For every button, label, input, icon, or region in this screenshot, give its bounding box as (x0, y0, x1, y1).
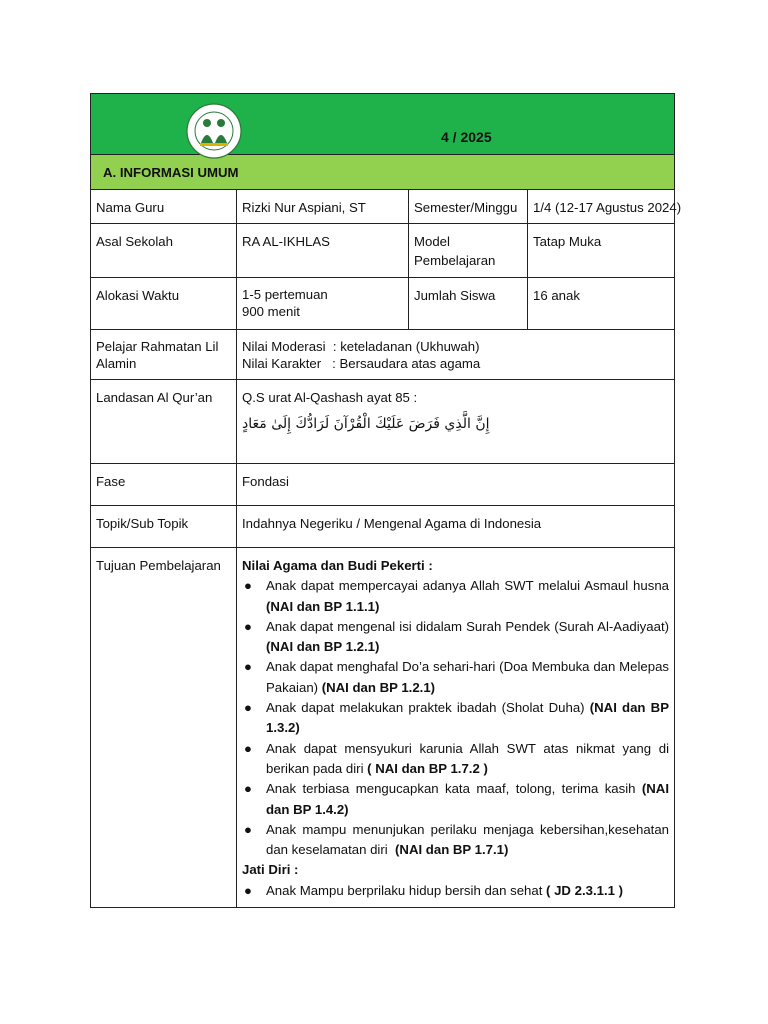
objective-item (242, 820, 673, 861)
objective-text: Anak Mampu berprilaku hidup bersih dan sehat (266, 882, 547, 898)
label-pelajar-line2: Alamin (96, 356, 137, 371)
label-tujuan: Tujuan Pembelajaran (91, 548, 237, 908)
label-landasan: Landasan Al Qur’an (91, 380, 237, 464)
bullet-icon: ● (244, 659, 252, 675)
value-topik: Indahnya Negeriku / Mengenal Agama di Indonesia (237, 506, 675, 548)
nilai-agama-list (242, 576, 673, 860)
objective-code: (NAI dan BP 1.4.2) (266, 781, 669, 817)
group-jati-diri-title: Jati Diri : (242, 862, 299, 878)
section-heading-label: A. INFORMASI UMUM (103, 164, 239, 180)
label-pelajar (91, 330, 237, 380)
value-nilai-moderasi: Nilai Moderasi : keteladanan (Ukhuwah) (242, 339, 480, 354)
value-semester: 1/4 (12-17 Agustus 2024) (528, 190, 675, 224)
lesson-plan-table (90, 93, 682, 908)
bullet-icon: ● (244, 700, 252, 716)
group-nilai-agama-title: Nilai Agama dan Budi Pekerti : (242, 558, 433, 573)
objective-text: Anak dapat menghafal Do’a sehari-hari (Doa Membuka dan Melepas Pakaian) (266, 659, 673, 695)
label-fase: Fase (91, 464, 237, 506)
objective-code: ( NAI dan BP 1.7.2 ) (367, 760, 488, 776)
value-jumlah-siswa: 16 anak (528, 278, 675, 330)
value-fase: Fondasi (237, 464, 675, 506)
value-tujuan (237, 548, 675, 908)
label-jumlah-siswa: Jumlah Siswa (409, 278, 528, 330)
quran-verse: إِنَّ الَّذِي فَرَضَ عَلَيْكَ الْقُرْآنَ لَرَادُّكَ إِلَىٰ مَعَادٍ (242, 416, 490, 432)
objective-text: Anak dapat mempercayai adanya Allah SWT melalui Asmaul husna (266, 578, 673, 594)
value-model: Tatap Muka (528, 224, 675, 278)
objective-item (242, 739, 673, 780)
objective-code: (NAI dan BP 1.1.1) (266, 598, 380, 614)
label-semester: Semester/Minggu (409, 190, 528, 224)
bullet-icon: ● (244, 882, 252, 898)
objective-item (242, 779, 669, 820)
label-model (409, 224, 528, 278)
value-alokasi-line2: 900 menit (242, 304, 300, 319)
school-logo-icon (186, 103, 242, 159)
value-nama-guru: Rizki Nur Aspiani, ST (237, 190, 409, 224)
bullet-icon: ● (244, 740, 252, 756)
value-asal-sekolah: RA AL-IKHLAS (237, 224, 409, 278)
section-heading (91, 155, 675, 190)
value-landasan-ref: Q.S urat Al-Qashash ayat 85 : (242, 390, 418, 405)
label-pelajar-line1: Pelajar Rahmatan Lil (96, 339, 219, 354)
objective-code: ( JD 2.3.1.1 ) (546, 882, 624, 898)
objective-code: (NAI dan BP 1.3.2) (266, 700, 670, 736)
bullet-icon: ● (244, 781, 252, 797)
label-asal-sekolah: Asal Sekolah (91, 224, 237, 278)
objective-item (242, 617, 673, 658)
objective-text: Anak dapat melakukan praktek ibadah (Sholat Duha) (266, 700, 590, 716)
bullet-icon: ● (244, 618, 252, 634)
objective-item (242, 698, 669, 739)
value-alokasi-line1: 1-5 pertemuan (242, 287, 328, 302)
header-bar (91, 94, 675, 155)
objective-item (242, 657, 673, 698)
objective-text: Anak terbiasa mengucapkan kata maaf, tolong, terima kasih (266, 781, 642, 797)
objective-code: (NAI dan BP 1.7.1) (395, 842, 509, 858)
label-model-line1: Model (414, 234, 450, 249)
objective-text: Anak dapat mengenal isi didalam Surah Pendek (Surah Al-Aadiyaat) (266, 618, 673, 634)
value-pelajar (237, 330, 675, 380)
label-model-line2: Pembelajaran (414, 253, 496, 268)
objective-text: Anak dapat mensyukuri karunia Allah SWT atas nikmat yang di berikan pada diri (266, 740, 673, 776)
objective-text: Anak mampu menunjukan perilaku menjaga kebersihan,kesehatan dan keselamatan diri (266, 821, 673, 858)
label-alokasi: Alokasi Waktu (91, 278, 237, 330)
bullet-icon: ● (244, 578, 252, 594)
label-nama-guru: Nama Guru (91, 190, 237, 224)
jati-diri-list (242, 881, 669, 901)
document-number: 4 / 2025 (441, 129, 492, 145)
value-landasan (237, 380, 675, 464)
objective-item (242, 881, 669, 901)
label-topik: Topik/Sub Topik (91, 506, 237, 548)
bullet-icon: ● (244, 821, 252, 837)
objective-item (242, 576, 673, 617)
value-alokasi (237, 278, 409, 330)
objective-code: (NAI dan BP 1.2.1) (321, 679, 436, 695)
value-nilai-karakter: Nilai Karakter : Bersaudara atas agama (242, 356, 481, 371)
objective-code: (NAI dan BP 1.2.1) (266, 639, 380, 655)
